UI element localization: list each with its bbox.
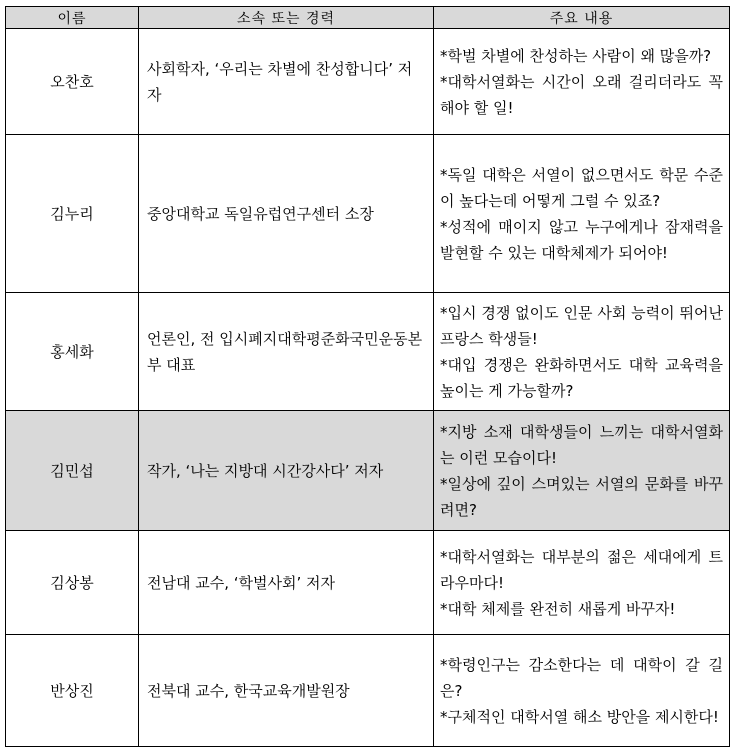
header-name: 이름: [6, 7, 139, 29]
table-header: [6, 7, 730, 29]
content-point: *대학 체제를 완전히 새롭게 바꾸자!: [440, 599, 676, 618]
speaker-name: 김상봉: [6, 531, 139, 635]
table-row: [6, 531, 730, 635]
table-row: [6, 135, 730, 293]
speaker-name: 반상진: [6, 635, 139, 747]
speaker-content: [434, 411, 730, 531]
speaker-affiliation: 작가, ‘나는 지방대 시간강사다’ 저자: [139, 411, 434, 531]
content-point: *일상에 깊이 스며있는 서열의 문화를 바꾸려면?: [440, 474, 723, 519]
speaker-affiliation: 전북대 교수, 한국교육개발원장: [139, 635, 434, 747]
speaker-content: [434, 531, 730, 635]
content-point: *대입 경쟁은 완화하면서도 대학 교육력을 높이는 게 가능할까?: [440, 355, 723, 400]
content-point: *독일 대학은 서열이 없으면서도 학문 수준이 높다는데 어떻게 그럴 수 있죠?: [440, 165, 723, 210]
table-row: [6, 29, 730, 135]
speaker-content: [434, 135, 730, 293]
header-content: 주요 내용: [434, 7, 730, 29]
table-row: [6, 411, 730, 531]
speaker-content: [434, 293, 730, 411]
speaker-affiliation: 중앙대학교 독일유럽연구센터 소장: [139, 135, 434, 293]
speaker-name: 김누리: [6, 135, 139, 293]
speaker-name: 김민섭: [6, 411, 139, 531]
speaker-name: 오찬호: [6, 29, 139, 135]
content-point: *학령인구는 감소한다는 데 대학이 갈 길은?: [440, 655, 723, 700]
content-point: *지방 소재 대학생들이 느끼는 대학서열화는 이런 모습이다!: [440, 422, 723, 467]
header-affiliation: 소속 또는 경력: [139, 7, 434, 29]
table-body: [6, 29, 730, 747]
speaker-content: [434, 635, 730, 747]
content-point: *대학서열화는 시간이 오래 걸리더라도 꼭 해야 할 일!: [440, 72, 723, 117]
header-row: [6, 7, 730, 29]
speaker-name: 홍세화: [6, 293, 139, 411]
speaker-affiliation: 전남대 교수, ‘학벌사회’ 저자: [139, 531, 434, 635]
content-point: *구체적인 대학서열 해소 방안을 제시한다!: [440, 707, 719, 726]
content-point: *성적에 매이지 않고 누구에게나 잠재력을 발현할 수 있는 대학체제가 되어야!: [440, 217, 723, 262]
table-row: [6, 635, 730, 747]
speaker-affiliation: 사회학자, ‘우리는 차별에 찬성합니다’ 저자: [139, 29, 434, 135]
table-row: [6, 293, 730, 411]
speakers-table: [5, 6, 730, 747]
speaker-affiliation: 언론인, 전 입시폐지대학평준화국민운동본부 대표: [139, 293, 434, 411]
content-point: *학벌 차별에 찬성하는 사람이 왜 많을까?: [440, 46, 712, 65]
speaker-content: [434, 29, 730, 135]
content-point: *대학서열화는 대부분의 젊은 세대에게 트라우마다!: [440, 547, 723, 592]
content-point: *입시 경쟁 없이도 인문 사회 능력이 뛰어난 프랑스 학생들!: [440, 303, 723, 348]
